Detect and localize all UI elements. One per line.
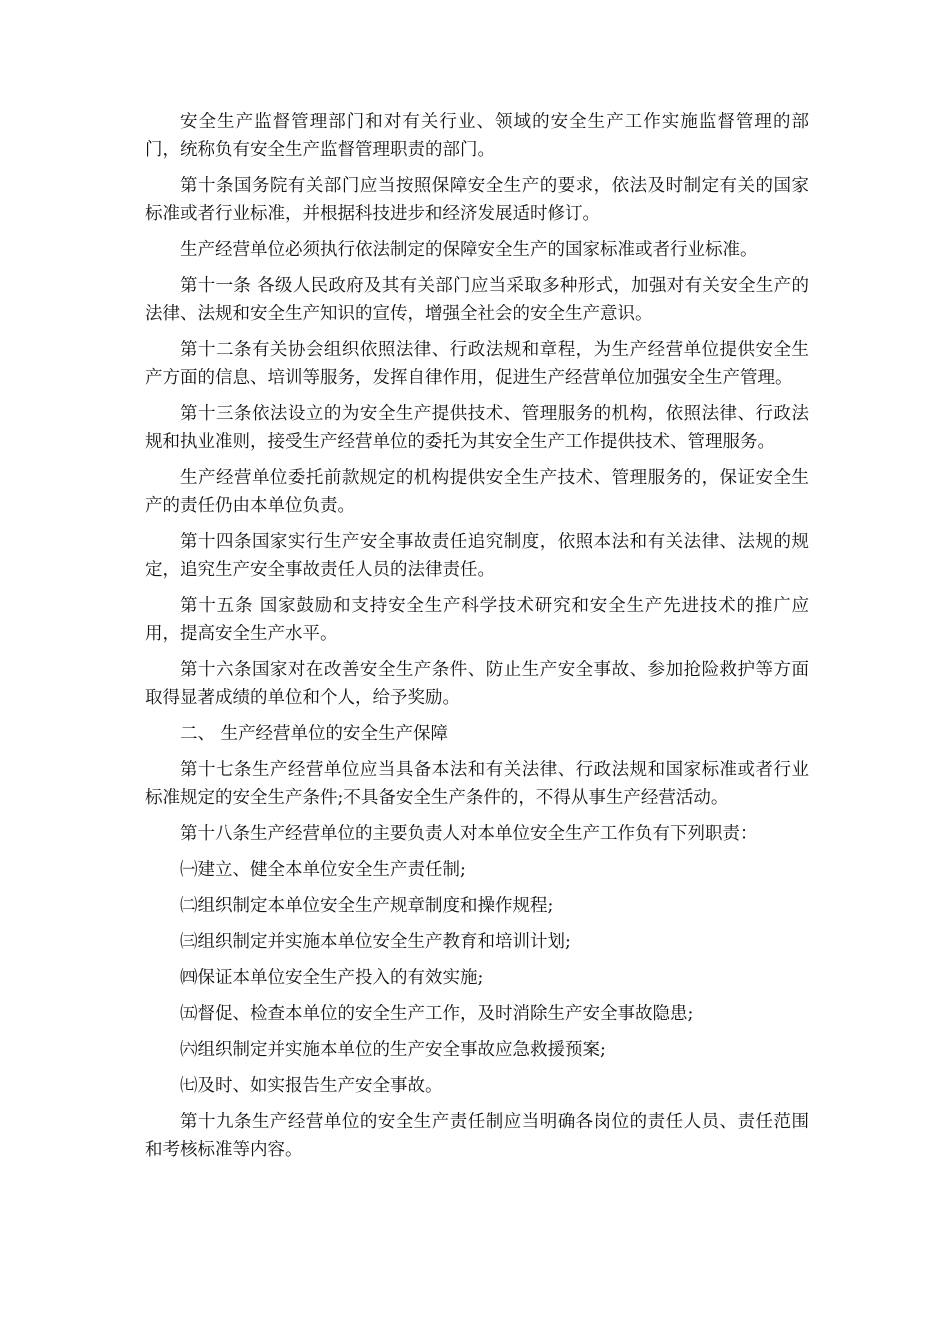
duty-item: ㈤督促、检查本单位的安全生产工作，及时消除生产安全事故隐患; (180, 1004, 694, 1024)
paragraph-article-12: 第十二条有关协会组织依照法律、行政法规和章程，为生产经营单位提供安全生产方面的信息、培训等服务，发挥自律作用，促进生产经营单位加强安全生产管理。 (145, 340, 809, 388)
document-body (145, 108, 809, 1172)
paragraph-entrusted-services: 生产经营单位委托前款规定的机构提供安全生产技术、管理服务的，保证安全生产的责任仍由本单位负责。 (145, 468, 809, 516)
paragraph-article-15: 第十五条 国家鼓励和支持安全生产科学技术研究和安全生产先进技术的推广应用，提高安全生产水平。 (145, 596, 809, 644)
duty-item: ㈡组织制定本单位安全生产规章制度和操作规程; (180, 896, 554, 916)
paragraph-article-10: 第十条国务院有关部门应当按照保障安全生产的要求，依法及时制定有关的国家标准或者行业标准，并根据科技进步和经济发展适时修订。 (145, 176, 809, 224)
duty-item: ㈣保证本单位安全生产投入的有效实施; (180, 968, 484, 988)
paragraph-article-17: 第十七条生产经营单位应当具备本法和有关法律、行政法规和国家标准或者行业标准规定的安全生产条件;不具备安全生产条件的，不得从事生产经营活动。 (145, 760, 809, 808)
duty-item: ㈠建立、健全本单位安全生产责任制; (180, 860, 466, 880)
duty-item: ㈥组织制定并实施本单位的生产安全事故应急救援预案; (180, 1040, 606, 1060)
paragraph-article-18-intro: 第十八条生产经营单位的主要负责人对本单位安全生产工作负有下列职责： (180, 824, 758, 844)
paragraph-article-11: 第十一条 各级人民政府及其有关部门应当采取多种形式，加强对有关安全生产的法律、法规和安全生产知识的宣传，增强全社会的安全生产意识。 (145, 276, 809, 324)
duty-item: ㈦及时、如实报告生产安全事故。 (180, 1076, 443, 1096)
paragraph-article-16: 第十六条国家对在改善安全生产条件、防止生产安全事故、参加抢险救护等方面取得显著成绩的单位和个人，给予奖励。 (145, 660, 809, 708)
paragraph-supervision-departments: 安全生产监督管理部门和对有关行业、领域的安全生产工作实施监督管理的部门，统称负有安全生产监督管理职责的部门。 (145, 112, 809, 160)
paragraph-article-13: 第十三条依法设立的为安全生产提供技术、管理服务的机构，依照法律、行政法规和执业准则，接受生产经营单位的委托为其安全生产工作提供技术、管理服务。 (145, 404, 809, 452)
paragraph-article-19: 第十九条生产经营单位的安全生产责任制应当明确各岗位的责任人员、责任范围和考核标准等内容。 (145, 1112, 809, 1160)
duty-item: ㈢组织制定并实施本单位安全生产教育和培训计划; (180, 932, 571, 952)
paragraph-standards-compliance: 生产经营单位必须执行依法制定的保障安全生产的国家标准或者行业标准。 (180, 240, 758, 260)
section-heading: 二、 生产经营单位的安全生产保障 (180, 724, 449, 744)
paragraph-article-14: 第十四条国家实行生产安全事故责任追究制度，依照本法和有关法律、法规的规定，追究生产安全事故责任人员的法律责任。 (145, 532, 809, 580)
